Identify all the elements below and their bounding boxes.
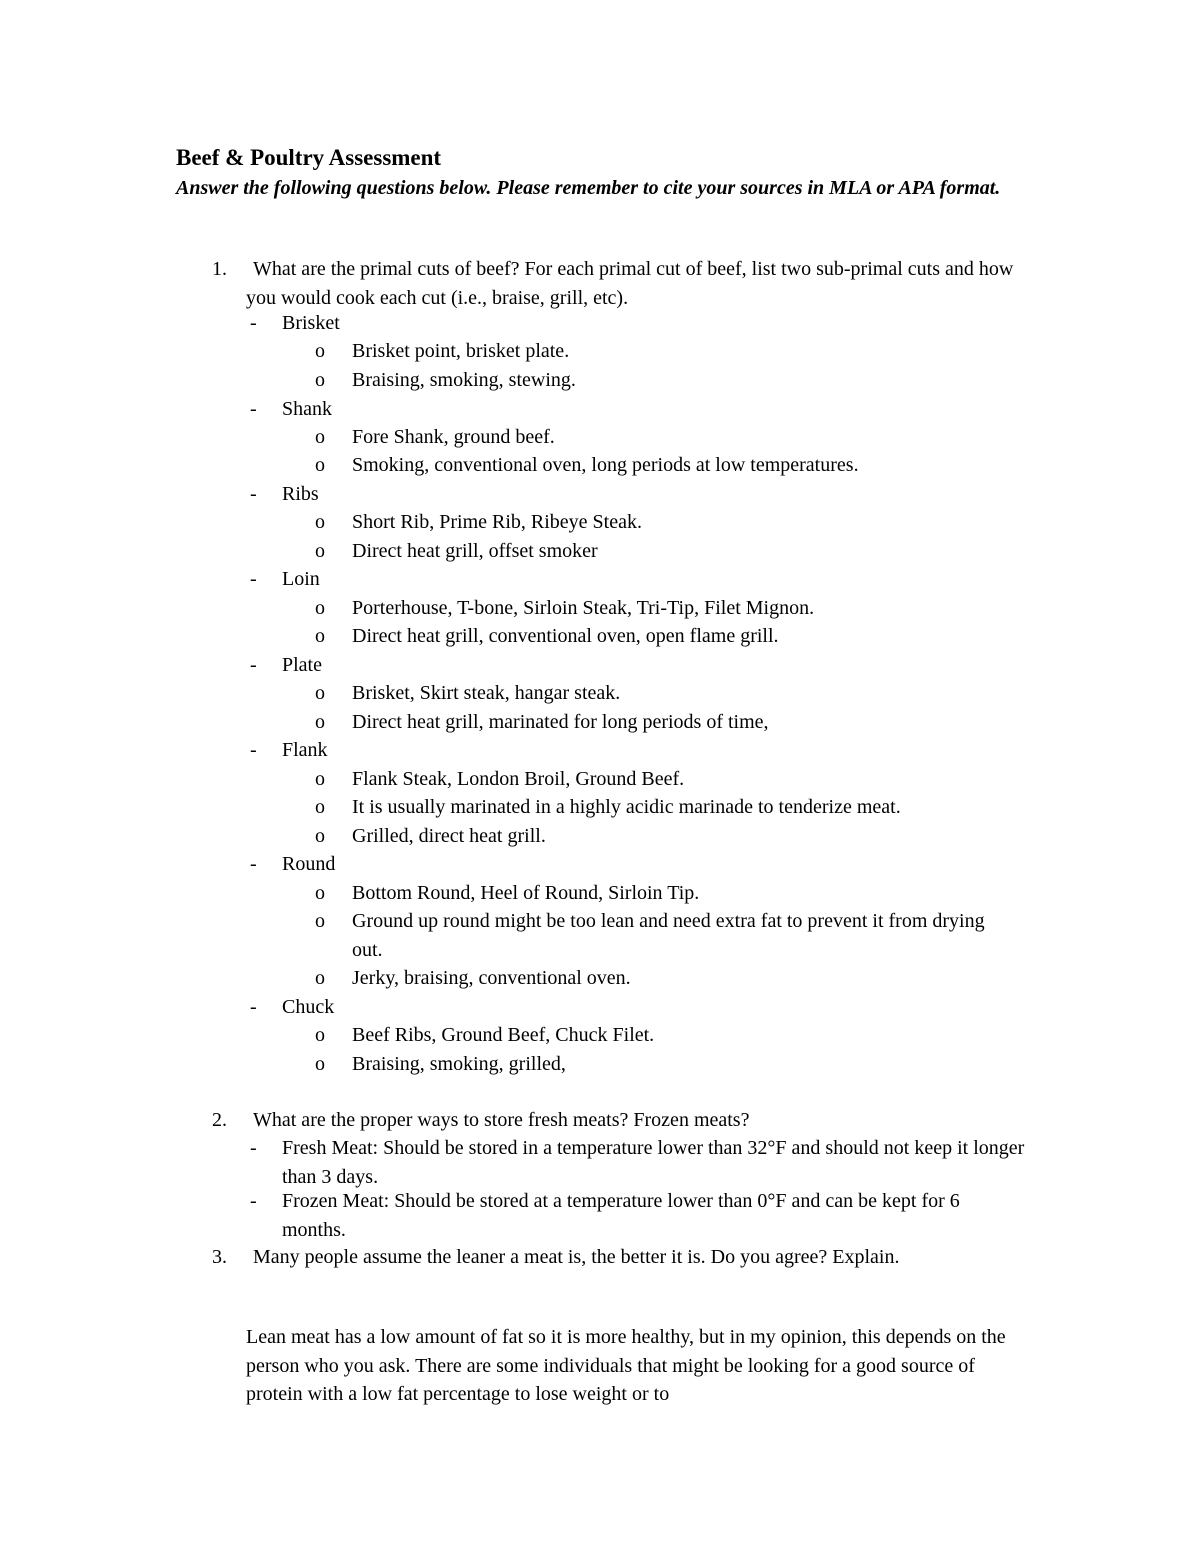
- cut-detail-text: Direct heat grill, conventional oven, open flame grill.: [352, 625, 779, 647]
- bullet-marker: o: [315, 967, 325, 989]
- document-title: Beef & Poultry Assessment: [176, 145, 442, 170]
- bullet-marker: o: [315, 882, 325, 904]
- instructions: Answer the following questions below. Please remember to cite your sources in MLA or APA format.: [176, 177, 1001, 199]
- dash-marker: -: [250, 654, 257, 676]
- bullet-marker: o: [315, 1024, 325, 1046]
- cut-name: Shank: [282, 398, 332, 420]
- cut-detail-text: Brisket point, brisket plate.: [352, 340, 570, 362]
- dash-marker: -: [250, 853, 257, 875]
- cut-detail-text: Beef Ribs, Ground Beef, Chuck Filet.: [352, 1024, 655, 1046]
- bullet-marker: o: [315, 511, 325, 533]
- bullet-marker: o: [315, 1053, 325, 1075]
- cut-detail-text: Smoking, conventional oven, long periods at low temperatures.: [352, 454, 859, 476]
- cut-detail-text: Direct heat grill, offset smoker: [352, 540, 598, 562]
- dash-marker: -: [250, 398, 257, 420]
- cut-name: Brisket: [282, 312, 340, 334]
- question-text: Many people assume the leaner a meat is, the better it is. Do you agree? Explain.: [253, 1246, 900, 1268]
- bullet-marker: o: [315, 796, 325, 818]
- cut-detail-text: It is usually marinated in a highly acidic marinade to tenderize meat.: [352, 796, 901, 818]
- cut-detail-text: Porterhouse, T-bone, Sirloin Steak, Tri-Tip, Filet Mignon.: [352, 597, 815, 619]
- cut-detail-text: Braising, smoking, grilled,: [352, 1053, 566, 1075]
- cut-detail-text: Grilled, direct heat grill.: [352, 825, 546, 847]
- cut-name: Loin: [282, 568, 320, 590]
- bullet-marker: o: [315, 682, 325, 704]
- question-number: 2.: [212, 1109, 227, 1131]
- answer-paragraph: Lean meat has a low amount of fat so it is more healthy, but in my opinion, this depends on the person who you ask. There are some individuals that might be looking for a good source of protein with a low fat percentage to lose weight or to: [246, 1326, 1006, 1405]
- cut-detail-text: Flank Steak, London Broil, Ground Beef.: [352, 768, 685, 790]
- cut-detail-text: Fore Shank, ground beef.: [352, 426, 555, 448]
- cut-name: Ribs: [282, 483, 319, 505]
- question-text: What are the primal cuts of beef? For each primal cut of beef, list two sub-primal cuts and how you would cook each cut (i.e., braise, grill, etc).: [246, 258, 1014, 309]
- bullet-marker: o: [315, 369, 325, 391]
- question-text: What are the proper ways to store fresh meats? Frozen meats?: [253, 1109, 750, 1131]
- cut-name: Plate: [282, 654, 322, 676]
- bullet-marker: o: [315, 540, 325, 562]
- bullet-marker: o: [315, 340, 325, 362]
- answer-text: Fresh Meat: Should be stored in a temperature lower than 32°F and should not keep it longer than 3 days.: [282, 1137, 1025, 1188]
- bullet-marker: o: [315, 825, 325, 847]
- dash-marker: -: [250, 483, 257, 505]
- cut-name: Chuck: [282, 996, 335, 1018]
- bullet-marker: o: [315, 454, 325, 476]
- cut-detail-text: Ground up round might be too lean and need extra fat to prevent it from drying out.: [352, 910, 985, 961]
- cut-detail-text: Direct heat grill, marinated for long periods of time,: [352, 711, 769, 733]
- dash-marker: -: [250, 312, 257, 334]
- question-number: 3.: [212, 1246, 227, 1268]
- dash-marker: -: [250, 739, 257, 761]
- dash-marker: -: [250, 568, 257, 590]
- question-number: 1.: [212, 258, 227, 280]
- bullet-marker: o: [315, 910, 325, 932]
- dash-marker: -: [250, 1137, 257, 1159]
- cut-name: Round: [282, 853, 336, 875]
- cut-detail-text: Bottom Round, Heel of Round, Sirloin Tip.: [352, 882, 700, 904]
- answer-text: Frozen Meat: Should be stored at a temperature lower than 0°F and can be kept for 6 months.: [282, 1190, 960, 1241]
- cut-detail-text: Brisket, Skirt steak, hangar steak.: [352, 682, 621, 704]
- cut-detail-text: Braising, smoking, stewing.: [352, 369, 576, 391]
- cut-detail-text: Short Rib, Prime Rib, Ribeye Steak.: [352, 511, 642, 533]
- dash-marker: -: [250, 1190, 257, 1212]
- cut-detail-text: Jerky, braising, conventional oven.: [352, 967, 631, 989]
- bullet-marker: o: [315, 768, 325, 790]
- bullet-marker: o: [315, 711, 325, 733]
- cut-name: Flank: [282, 739, 328, 761]
- bullet-marker: o: [315, 597, 325, 619]
- bullet-marker: o: [315, 625, 325, 647]
- dash-marker: -: [250, 996, 257, 1018]
- bullet-marker: o: [315, 426, 325, 448]
